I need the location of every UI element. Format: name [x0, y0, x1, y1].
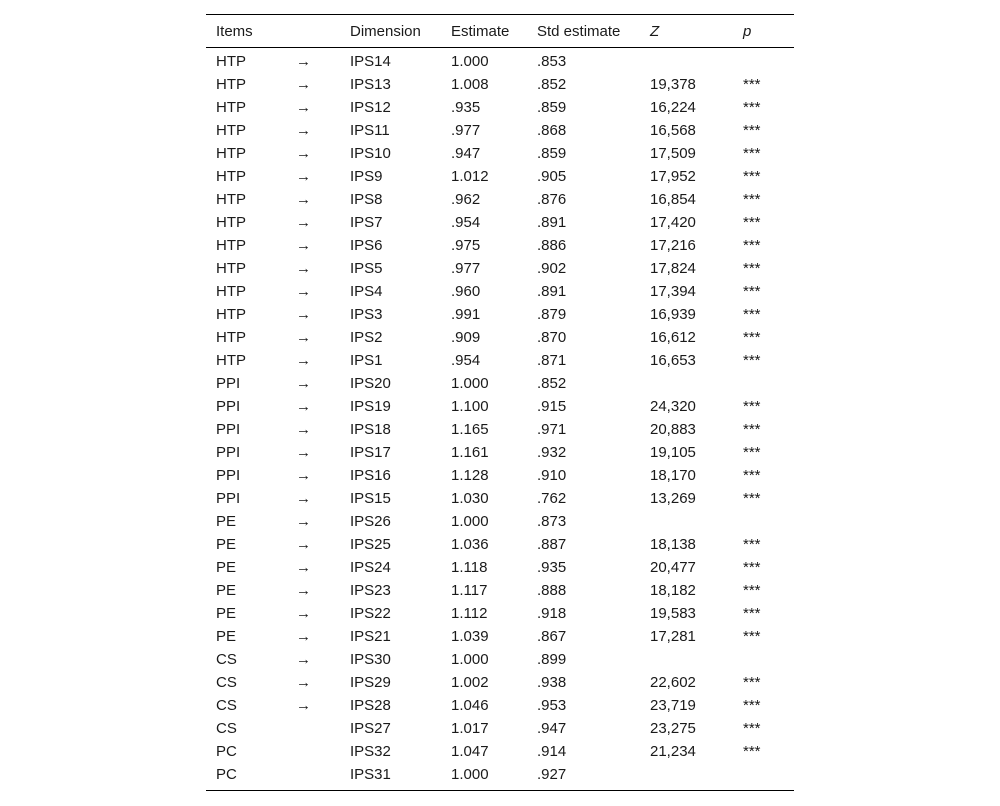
- cell-dimension: IPS28: [350, 697, 391, 714]
- cell-std-estimate: .886: [537, 237, 567, 254]
- table-row: [206, 740, 794, 763]
- cell-item: PPI: [216, 467, 241, 484]
- cell-std-estimate: .899: [537, 651, 567, 668]
- cell-arrow: →: [296, 352, 311, 369]
- cell-std-estimate: .891: [537, 283, 567, 300]
- cell-estimate: .947: [451, 145, 481, 162]
- cell-p: ***: [743, 743, 761, 760]
- cell-p: ***: [743, 168, 761, 185]
- table-row: [206, 441, 794, 464]
- cell-std-estimate: .932: [537, 444, 567, 461]
- cell-arrow: →: [296, 53, 311, 70]
- cell-item: HTP: [216, 260, 246, 277]
- cell-arrow: →: [296, 421, 311, 438]
- cell-estimate: 1.017: [451, 720, 489, 737]
- cell-item: HTP: [216, 76, 246, 93]
- cell-arrow: →: [296, 375, 311, 392]
- cell-std-estimate: .879: [537, 306, 567, 323]
- cell-z: [640, 372, 733, 395]
- cell-z: 19,105: [650, 444, 696, 461]
- cell-p: ***: [743, 536, 761, 553]
- cell-std-estimate: .859: [537, 99, 567, 116]
- cell-z: 18,182: [650, 582, 696, 599]
- cell-estimate: 1.128: [451, 467, 489, 484]
- cell-dimension: IPS26: [350, 513, 391, 530]
- factor-loadings-table: [206, 14, 794, 791]
- cell-estimate: 1.000: [451, 651, 489, 668]
- cell-item: CS: [216, 674, 237, 691]
- cell-dimension: IPS23: [350, 582, 391, 599]
- table-row: [206, 717, 794, 740]
- cell-item: PPI: [216, 444, 241, 461]
- cell-p: ***: [743, 329, 761, 346]
- cell-p: ***: [743, 398, 761, 415]
- cell-dimension: IPS19: [350, 398, 391, 415]
- cell-z: 16,939: [650, 306, 696, 323]
- cell-arrow: →: [296, 582, 311, 599]
- header-z: Z: [650, 22, 660, 40]
- cell-std-estimate: .852: [537, 76, 567, 93]
- table-row: [206, 211, 794, 234]
- cell-estimate: .935: [451, 99, 481, 116]
- cell-dimension: IPS16: [350, 467, 391, 484]
- cell-z: 16,854: [650, 191, 696, 208]
- cell-p: [733, 510, 794, 533]
- cell-dimension: IPS29: [350, 674, 391, 691]
- cell-arrow: →: [296, 398, 311, 415]
- cell-estimate: 1.000: [451, 766, 489, 783]
- cell-p: ***: [743, 99, 761, 116]
- cell-item: PE: [216, 559, 237, 576]
- table-header: [206, 15, 794, 48]
- cell-std-estimate: .868: [537, 122, 567, 139]
- table-body: [206, 48, 794, 791]
- cell-arrow: →: [296, 214, 311, 231]
- cell-arrow: →: [296, 674, 311, 691]
- table-row: [206, 280, 794, 303]
- cell-std-estimate: .873: [537, 513, 567, 530]
- table-row: [206, 579, 794, 602]
- cell-item: HTP: [216, 329, 246, 346]
- cell-z: 19,378: [650, 76, 696, 93]
- cell-item: HTP: [216, 168, 246, 185]
- cell-arrow: →: [296, 145, 311, 162]
- cell-estimate: 1.002: [451, 674, 489, 691]
- table-row: [206, 625, 794, 648]
- cell-arrow: →: [296, 467, 311, 484]
- cell-item: HTP: [216, 352, 246, 369]
- cell-std-estimate: .914: [537, 743, 567, 760]
- cell-dimension: IPS2: [350, 329, 383, 346]
- cell-estimate: 1.046: [451, 697, 489, 714]
- cell-arrow: →: [296, 191, 311, 208]
- cell-dimension: IPS6: [350, 237, 383, 254]
- cell-z: 17,420: [650, 214, 696, 231]
- table-row: [206, 142, 794, 165]
- cell-item: HTP: [216, 99, 246, 116]
- table-row: [206, 556, 794, 579]
- cell-arrow: →: [296, 651, 311, 668]
- cell-z: 23,719: [650, 697, 696, 714]
- cell-estimate: 1.000: [451, 375, 489, 392]
- cell-z: 17,394: [650, 283, 696, 300]
- cell-p: ***: [743, 467, 761, 484]
- header-dimension: Dimension: [350, 22, 421, 40]
- header-row: [206, 15, 794, 48]
- table-row: [206, 763, 794, 791]
- cell-dimension: IPS31: [350, 766, 391, 783]
- cell-p: ***: [743, 122, 761, 139]
- cell-z: 24,320: [650, 398, 696, 415]
- cell-arrow: →: [296, 444, 311, 461]
- cell-arrow: →: [296, 283, 311, 300]
- cell-std-estimate: .902: [537, 260, 567, 277]
- cell-dimension: IPS14: [350, 53, 391, 70]
- cell-dimension: IPS27: [350, 720, 391, 737]
- cell-std-estimate: .938: [537, 674, 567, 691]
- cell-dimension: IPS24: [350, 559, 391, 576]
- table-row: [206, 303, 794, 326]
- header-items: Items: [216, 22, 253, 40]
- cell-item: CS: [216, 720, 237, 737]
- cell-p: [733, 648, 794, 671]
- cell-std-estimate: .953: [537, 697, 567, 714]
- cell-arrow: →: [296, 76, 311, 93]
- cell-estimate: .977: [451, 260, 481, 277]
- table-row: [206, 234, 794, 257]
- cell-arrow: →: [296, 697, 311, 714]
- cell-item: PPI: [216, 375, 241, 392]
- cell-item: HTP: [216, 306, 246, 323]
- cell-p: ***: [743, 628, 761, 645]
- table-row: [206, 671, 794, 694]
- cell-estimate: .960: [451, 283, 481, 300]
- cell-item: PPI: [216, 398, 241, 415]
- cell-item: HTP: [216, 283, 246, 300]
- cell-estimate: 1.047: [451, 743, 489, 760]
- cell-p: ***: [743, 559, 761, 576]
- cell-item: HTP: [216, 145, 246, 162]
- cell-z: 16,612: [650, 329, 696, 346]
- table-row: [206, 648, 794, 671]
- cell-dimension: IPS25: [350, 536, 391, 553]
- cell-z: 17,952: [650, 168, 696, 185]
- cell-item: HTP: [216, 122, 246, 139]
- cell-estimate: .962: [451, 191, 481, 208]
- cell-std-estimate: .891: [537, 214, 567, 231]
- cell-item: PE: [216, 513, 237, 530]
- cell-item: PE: [216, 536, 237, 553]
- cell-std-estimate: .871: [537, 352, 567, 369]
- cell-z: 21,234: [650, 743, 696, 760]
- results-table-container: [206, 14, 794, 791]
- cell-p: ***: [743, 421, 761, 438]
- cell-item: PC: [216, 743, 237, 760]
- table-row: [206, 464, 794, 487]
- cell-dimension: IPS11: [350, 122, 390, 139]
- cell-item: CS: [216, 697, 237, 714]
- cell-std-estimate: .876: [537, 191, 567, 208]
- cell-p: ***: [743, 214, 761, 231]
- table-row: [206, 395, 794, 418]
- cell-estimate: 1.039: [451, 628, 489, 645]
- cell-item: PE: [216, 628, 237, 645]
- cell-std-estimate: .927: [537, 766, 567, 783]
- cell-estimate: .975: [451, 237, 481, 254]
- cell-arrow: →: [296, 628, 311, 645]
- cell-z: 18,138: [650, 536, 696, 553]
- table-row: [206, 694, 794, 717]
- cell-arrow: →: [296, 490, 311, 507]
- cell-z: 16,568: [650, 122, 696, 139]
- table-row: [206, 96, 794, 119]
- cell-std-estimate: .971: [537, 421, 567, 438]
- cell-p: ***: [743, 260, 761, 277]
- cell-p: [733, 48, 794, 74]
- cell-dimension: IPS4: [350, 283, 383, 300]
- cell-p: ***: [743, 444, 761, 461]
- cell-estimate: 1.112: [451, 605, 488, 622]
- cell-item: PE: [216, 582, 237, 599]
- cell-dimension: IPS15: [350, 490, 391, 507]
- cell-item: HTP: [216, 191, 246, 208]
- cell-arrow: →: [296, 237, 311, 254]
- cell-std-estimate: .853: [537, 53, 567, 70]
- cell-estimate: .991: [451, 306, 481, 323]
- cell-arrow: →: [296, 559, 311, 576]
- cell-arrow: →: [296, 536, 311, 553]
- cell-arrow: [284, 763, 340, 791]
- header-estimate: Estimate: [451, 22, 510, 40]
- cell-item: HTP: [216, 53, 246, 70]
- cell-dimension: IPS17: [350, 444, 391, 461]
- cell-item: PC: [216, 766, 237, 783]
- cell-p: ***: [743, 76, 761, 93]
- table-row: [206, 188, 794, 211]
- cell-p: ***: [743, 582, 761, 599]
- cell-std-estimate: .867: [537, 628, 567, 645]
- cell-estimate: 1.012: [451, 168, 489, 185]
- cell-p: ***: [743, 145, 761, 162]
- cell-dimension: IPS10: [350, 145, 391, 162]
- cell-item: HTP: [216, 237, 246, 254]
- cell-dimension: IPS22: [350, 605, 391, 622]
- cell-dimension: IPS7: [350, 214, 383, 231]
- cell-z: 19,583: [650, 605, 696, 622]
- cell-item: PPI: [216, 490, 241, 507]
- cell-std-estimate: .947: [537, 720, 567, 737]
- cell-std-estimate: .935: [537, 559, 567, 576]
- cell-estimate: .954: [451, 352, 481, 369]
- table-row: [206, 510, 794, 533]
- cell-p: ***: [743, 697, 761, 714]
- cell-dimension: IPS13: [350, 76, 391, 93]
- cell-p: ***: [743, 352, 761, 369]
- cell-p: ***: [743, 490, 761, 507]
- cell-std-estimate: .918: [537, 605, 567, 622]
- cell-estimate: 1.008: [451, 76, 489, 93]
- cell-dimension: IPS30: [350, 651, 391, 668]
- cell-z: 18,170: [650, 467, 696, 484]
- table-row: [206, 533, 794, 556]
- cell-estimate: 1.000: [451, 513, 489, 530]
- cell-z: 17,824: [650, 260, 696, 277]
- cell-z: [640, 510, 733, 533]
- table-row: [206, 602, 794, 625]
- table-row: [206, 257, 794, 280]
- cell-arrow: [284, 717, 340, 740]
- cell-z: 17,216: [650, 237, 696, 254]
- cell-p: ***: [743, 720, 761, 737]
- cell-arrow: →: [296, 99, 311, 116]
- table-row: [206, 349, 794, 372]
- cell-std-estimate: .888: [537, 582, 567, 599]
- cell-z: 20,883: [650, 421, 696, 438]
- cell-item: PPI: [216, 421, 241, 438]
- cell-dimension: IPS3: [350, 306, 383, 323]
- table-row: [206, 326, 794, 349]
- cell-item: HTP: [216, 214, 246, 231]
- cell-p: [733, 372, 794, 395]
- cell-p: ***: [743, 674, 761, 691]
- cell-arrow: →: [296, 306, 311, 323]
- cell-z: 20,477: [650, 559, 696, 576]
- cell-estimate: 1.161: [451, 444, 489, 461]
- cell-dimension: IPS9: [350, 168, 383, 185]
- cell-dimension: IPS18: [350, 421, 391, 438]
- cell-z: [640, 48, 733, 74]
- cell-z: [640, 648, 733, 671]
- table-row: [206, 165, 794, 188]
- cell-estimate: .954: [451, 214, 481, 231]
- header-p: p: [743, 22, 752, 40]
- cell-arrow: →: [296, 513, 311, 530]
- cell-p: ***: [743, 605, 761, 622]
- cell-estimate: 1.165: [451, 421, 489, 438]
- cell-std-estimate: .859: [537, 145, 567, 162]
- cell-estimate: 1.000: [451, 53, 489, 70]
- table-row: [206, 48, 794, 74]
- cell-estimate: .977: [451, 122, 481, 139]
- cell-arrow: →: [296, 168, 311, 185]
- cell-item: CS: [216, 651, 237, 668]
- cell-std-estimate: .852: [537, 375, 567, 392]
- cell-std-estimate: .905: [537, 168, 567, 185]
- cell-p: [733, 763, 794, 791]
- cell-arrow: →: [296, 122, 311, 139]
- cell-z: 22,602: [650, 674, 696, 691]
- cell-estimate: 1.100: [451, 398, 489, 415]
- cell-dimension: IPS12: [350, 99, 391, 116]
- cell-std-estimate: .870: [537, 329, 567, 346]
- cell-estimate: .909: [451, 329, 481, 346]
- cell-estimate: 1.117: [451, 582, 488, 599]
- cell-estimate: 1.118: [451, 559, 488, 576]
- table-row: [206, 418, 794, 441]
- cell-arrow: →: [296, 329, 311, 346]
- cell-dimension: IPS5: [350, 260, 383, 277]
- cell-p: ***: [743, 191, 761, 208]
- cell-dimension: IPS20: [350, 375, 391, 392]
- cell-estimate: 1.036: [451, 536, 489, 553]
- cell-arrow: →: [296, 260, 311, 277]
- table-row: [206, 372, 794, 395]
- cell-z: 16,653: [650, 352, 696, 369]
- table-row: [206, 119, 794, 142]
- cell-p: ***: [743, 306, 761, 323]
- cell-z: 16,224: [650, 99, 696, 116]
- header-std-estimate: Std estimate: [537, 22, 621, 40]
- cell-p: ***: [743, 283, 761, 300]
- cell-arrow: →: [296, 605, 311, 622]
- cell-z: 17,281: [650, 628, 696, 645]
- cell-dimension: IPS8: [350, 191, 383, 208]
- cell-p: ***: [743, 237, 761, 254]
- table-row: [206, 73, 794, 96]
- cell-z: [640, 763, 733, 791]
- cell-estimate: 1.030: [451, 490, 489, 507]
- cell-std-estimate: .762: [537, 490, 567, 507]
- cell-std-estimate: .910: [537, 467, 567, 484]
- cell-arrow: [284, 740, 340, 763]
- cell-z: 13,269: [650, 490, 696, 507]
- cell-z: 17,509: [650, 145, 696, 162]
- header-arrow: [284, 15, 340, 48]
- cell-z: 23,275: [650, 720, 696, 737]
- cell-dimension: IPS1: [350, 352, 383, 369]
- cell-item: PE: [216, 605, 237, 622]
- table-row: [206, 487, 794, 510]
- cell-std-estimate: .915: [537, 398, 567, 415]
- cell-dimension: IPS21: [350, 628, 391, 645]
- cell-dimension: IPS32: [350, 743, 391, 760]
- cell-std-estimate: .887: [537, 536, 567, 553]
